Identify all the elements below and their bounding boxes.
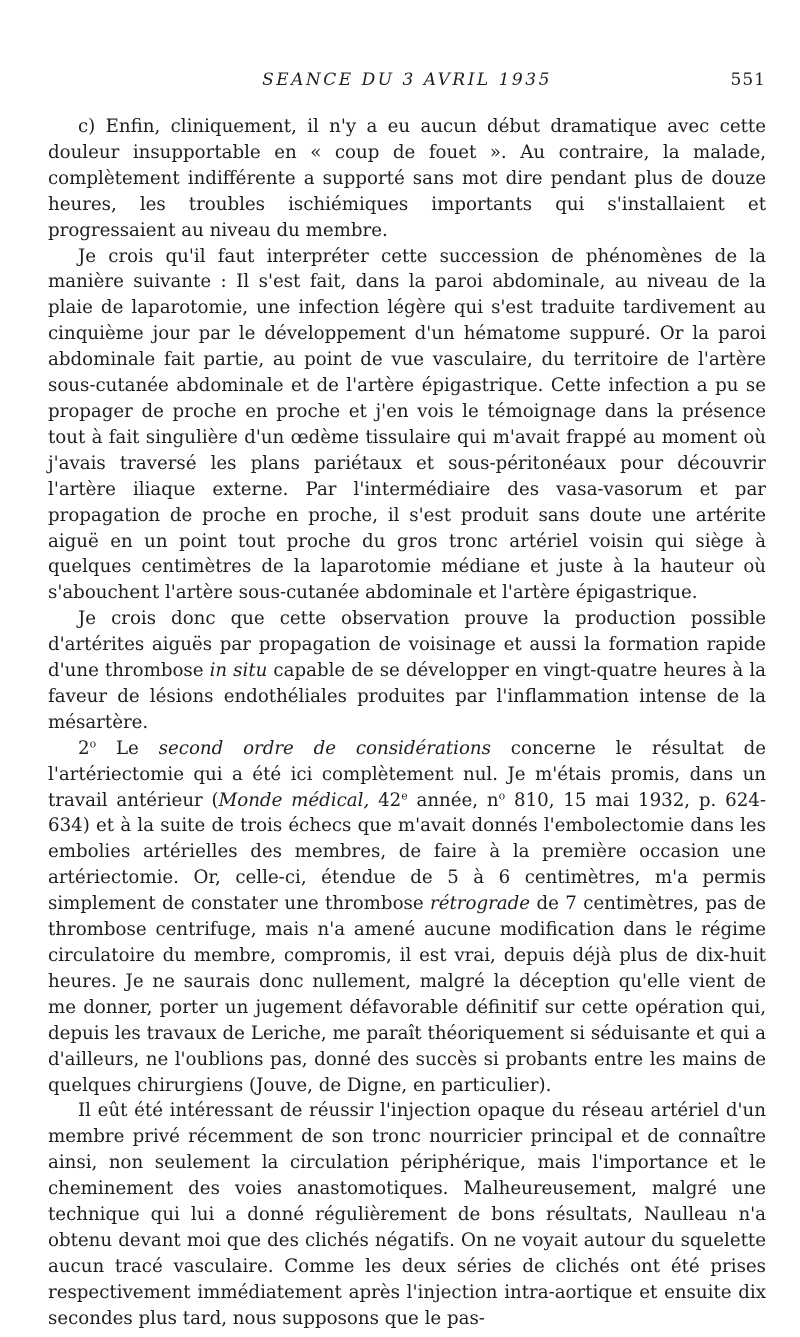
- body-text: [48, 114, 766, 1332]
- italic-term: in situ: [209, 660, 268, 682]
- text-run: Le: [96, 737, 159, 759]
- text-run: Je crois donc que cette observation prouve la production possible d'artérites aiguës par propagation de voisinage et aussi la formation rapide d'une thrombose: [48, 608, 766, 682]
- text-run: 42: [369, 789, 402, 811]
- paragraph-5: Il eût été intéressant de réussir l'injection opaque du réseau artériel d'un membre privé récemment de son tronc nourricier principal et de connaître ainsi, non seulement la circulation périphérique, mais l'importance et le cheminement des voies anastomotiques. Malheureusement, malgré une technique qui lui a donné régulièrement de bons résultats, Naulleau n'a obtenu devant moi que des clichés négatifs. On ne voyait autour du squelette aucun tracé vasculaire. Comme les deux séries de clichés ont été prises respectivement immédiatement après l'injection intra-aortique et ensuite dix secondes plus tard, nous supposons que le pas-: [48, 1100, 766, 1329]
- superscript: e: [401, 789, 408, 803]
- text-run: capable de se développer en vingt-quatre heures à la faveur de lésions endothéliales produites par l'inflammation intense de la mésartère.: [48, 660, 767, 733]
- italic-term: rétrograde: [430, 893, 531, 915]
- page-number: 551: [730, 70, 766, 90]
- paragraph-1: c) Enfin, cliniquement, il n'y a eu aucun début dramatique avec cette douleur insupportable en « coup de fouet ». Au contraire, la malade, complètement indifférente a supporté sans mot dire pendant plus de douze heures, les troubles ischiémiques importants qui s'installaient et progressaient au niveau du membre.: [48, 116, 766, 241]
- superscript: o: [498, 789, 506, 803]
- page-header: [48, 70, 766, 98]
- text-run: de 7 centimètres, pas de thrombose centrifuge, mais n'a amené aucune modification dans le régime circulatoire du membre, compromis, il est vrai, depuis déjà plus de dix-huit heures. Je ne saurais donc nullement, malgré la déception qu'elle vient de me donner, porter un jugement défavorable définitif sur cette opération qui, depuis les travaux de Leriche, me paraît théoriquement si séduisante et qui a d'ailleurs, ne l'oublions pas, donné des succès si probants entre les mains de quelques chirurgiens (Jouve, de Digne, en particulier).: [48, 893, 766, 1096]
- text-run: concerne le résultat de l'artériectomie qui a été ici complètement nul. Je m'étais promis, dans un travail antérieur (: [48, 737, 766, 811]
- superscript: o: [89, 737, 97, 751]
- running-title: SEANCE DU 3 AVRIL 1935: [262, 70, 552, 90]
- paragraph-4: [48, 736, 766, 1099]
- paragraph-2: Je crois qu'il faut interpréter cette succession de phénomènes de la manière suivante : Il s'est fait, dans la paroi abdominale, au niveau de la plaie de laparotomie, une infection légère qui s'est traduite tardivement au cinquième jour par le développement d'un hématome suppuré. Or la paroi abdominale fait partie, au point de vue vasculaire, du territoire de l'artère sous-cutanée abdominale et de l'artère épigastrique. Cette infection a pu se propager de proche en proche et j'en vois le témoignage dans la présence tout à fait singulière d'un œdème tissulaire qui m'avait frappé au moment où j'avais traversé les plans pariétaux et sous-péritonéaux pour découvrir l'artère iliaque externe. Par l'intermédiaire des vasa-vasorum et par propagation de proche en proche, il s'est produit sans doute une artérite aiguë en un point tout proche du gros tronc artériel voisin qui siège à quelques centimètres de la laparotomie médiane et juste à la hauteur où s'abouchent l'artère sous-cutanée abdominale et l'artère épigastrique.: [48, 245, 766, 604]
- section-number: 2: [78, 737, 90, 759]
- journal-title: Monde médical,: [218, 789, 370, 811]
- italic-phrase: second ordre de considérations: [158, 737, 491, 759]
- text-run: 810, 15 mai 1932, p. 624-634) et à la suite de trois échecs que m'avait donnés l'embolectomie dans les embolies artérielles des membres, de faire à la première occasion une artériectomie. Or, celle-ci, étendue de 5 à 6 centimètres, m'a permis simplement de constater une thrombose: [48, 789, 766, 915]
- text-run: année, n: [407, 789, 499, 811]
- paragraph-3: [48, 606, 766, 736]
